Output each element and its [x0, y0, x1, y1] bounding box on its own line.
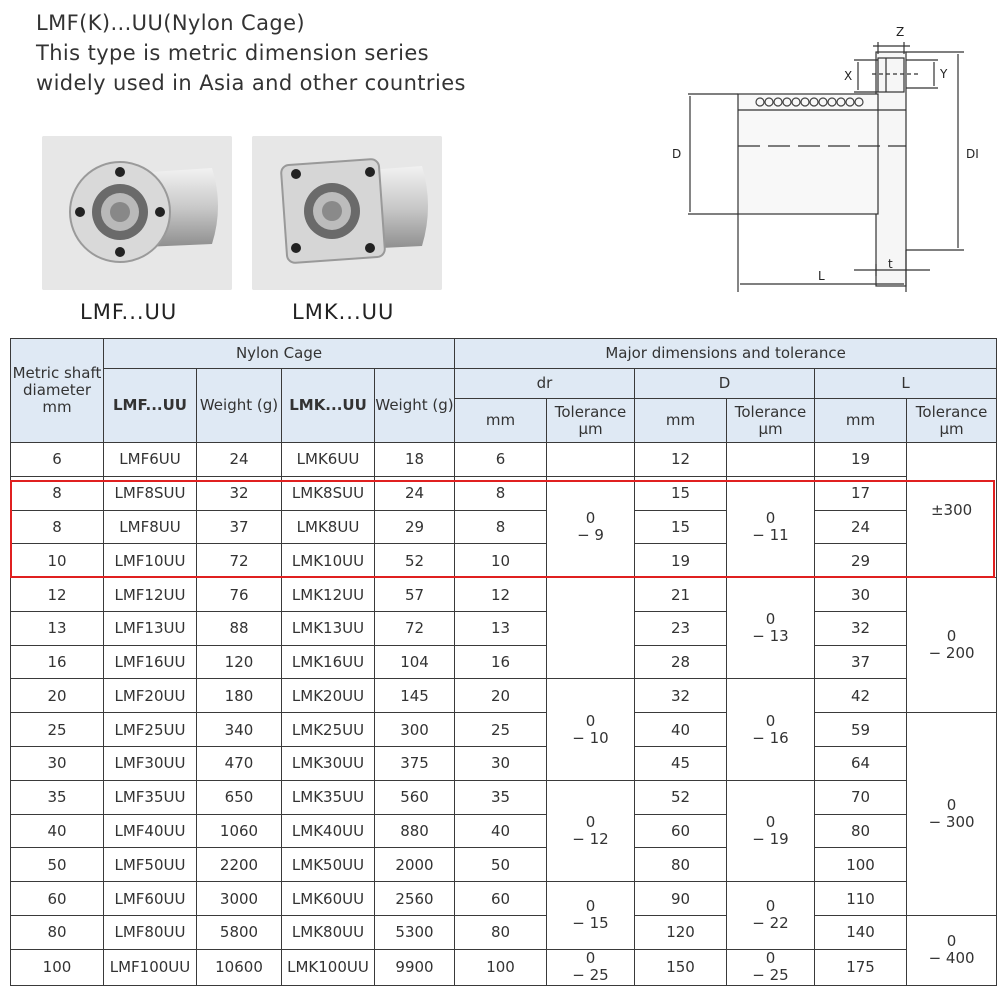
header-lmf: LMF...UU [104, 369, 197, 443]
l-mm-cell: 37 [815, 645, 907, 679]
header-d-mm: mm [635, 399, 727, 443]
l-mm-cell: 64 [815, 747, 907, 781]
lmk-model-cell: LMK60UU [282, 882, 375, 916]
lmk-model-cell: LMK16UU [282, 645, 375, 679]
shaft-diameter-cell: 100 [11, 949, 104, 985]
lmf-weight-cell: 32 [197, 476, 282, 510]
L-tolerance-upper: ±300 [930, 501, 973, 520]
d-mm-cell: 120 [635, 915, 727, 949]
header-lmk: LMK...UU [282, 369, 375, 443]
d-mm-cell: 23 [635, 611, 727, 645]
lmk-model-cell: LMK8SUU [282, 476, 375, 510]
intro-text [36, 8, 466, 98]
lmf-model-cell: LMF60UU [104, 882, 197, 916]
header-dr: dr [455, 369, 635, 399]
D-tolerance-cell [727, 679, 815, 780]
dr-mm-cell: 35 [455, 780, 547, 814]
d-mm-cell: 60 [635, 814, 727, 848]
dr-mm-cell: 25 [455, 713, 547, 747]
lmk-weight-cell: 9900 [375, 949, 455, 985]
D-tolerance-cell [727, 476, 815, 577]
shaft-diameter-cell: 20 [11, 679, 104, 713]
D-tolerance-cell [727, 780, 815, 881]
lmk-weight-cell: 2560 [375, 882, 455, 916]
l-mm-cell: 100 [815, 848, 907, 882]
l-mm-cell: 110 [815, 882, 907, 916]
l-mm-cell: 32 [815, 611, 907, 645]
lmf-model-cell: LMF16UU [104, 645, 197, 679]
D-tolerance-value [752, 950, 788, 984]
lmk-model-cell: LMK20UU [282, 679, 375, 713]
shaft-diameter-cell: 6 [11, 443, 104, 477]
shaft-diameter-cell: 10 [11, 544, 104, 578]
dr-mm-cell: 8 [455, 476, 547, 510]
d-mm-cell: 90 [635, 882, 727, 916]
lmk-weight-cell: 24 [375, 476, 455, 510]
dr-tolerance-value [572, 713, 608, 747]
shaft-diameter-cell: 80 [11, 915, 104, 949]
shaft-diameter-cell: 50 [11, 848, 104, 882]
lmk-model-cell: LMK10UU [282, 544, 375, 578]
intro-line-3: widely used in Asia and other countries [36, 71, 466, 95]
L-tolerance-lower: − 200 [928, 644, 975, 663]
D-tolerance-cell [727, 949, 815, 985]
dr-mm-cell: 30 [455, 747, 547, 781]
dr-tolerance-upper: 0 [585, 812, 596, 831]
lmf-weight-cell: 470 [197, 747, 282, 781]
D-tolerance-upper: 0 [765, 812, 776, 831]
lmk-model-cell: LMK80UU [282, 915, 375, 949]
dr-mm-cell: 10 [455, 544, 547, 578]
table-row [11, 814, 997, 848]
D-tolerance-lower: − 25 [752, 966, 789, 985]
d-mm-cell: 21 [635, 578, 727, 612]
lmf-bearing-image [42, 136, 232, 290]
table-row [11, 645, 997, 679]
dr-mm-cell: 6 [455, 443, 547, 477]
drawing-label-d: D [672, 147, 682, 161]
intro-line-2: This type is metric dimension series [36, 41, 429, 65]
lmf-weight-cell: 120 [197, 645, 282, 679]
dr-tolerance-value [572, 814, 608, 848]
lmf-weight-cell: 3000 [197, 882, 282, 916]
lmk-weight-cell: 57 [375, 578, 455, 612]
dr-mm-cell: 50 [455, 848, 547, 882]
l-mm-cell: 140 [815, 915, 907, 949]
D-tolerance-cell [727, 443, 815, 477]
lmf-model-cell: LMF8UU [104, 510, 197, 544]
D-tolerance-upper: 0 [765, 949, 776, 968]
l-mm-cell: 175 [815, 949, 907, 985]
lmf-product-photo [42, 136, 232, 290]
lmk-model-cell: LMK25UU [282, 713, 375, 747]
table-row [11, 443, 997, 477]
header-dr-tolerance: Tolerance μm [547, 399, 635, 443]
D-tolerance-cell [727, 578, 815, 679]
dr-mm-cell: 40 [455, 814, 547, 848]
shaft-diameter-cell: 30 [11, 747, 104, 781]
table-row [11, 476, 997, 510]
dr-mm-cell: 100 [455, 949, 547, 985]
dr-mm-cell: 20 [455, 679, 547, 713]
lmk-weight-cell: 52 [375, 544, 455, 578]
L-tolerance-value [929, 933, 975, 967]
dr-mm-cell: 60 [455, 882, 547, 916]
lmk-model-cell: LMK12UU [282, 578, 375, 612]
D-tolerance-cell [727, 882, 815, 950]
d-mm-cell: 45 [635, 747, 727, 781]
dr-tolerance-upper: 0 [585, 711, 596, 730]
header-l-tolerance: Tolerance μm [907, 399, 997, 443]
lmf-model-cell: LMF6UU [104, 443, 197, 477]
lmk-caption: LMK...UU [292, 300, 395, 324]
L-tolerance-upper: 0 [946, 796, 957, 815]
lmk-product-photo [252, 136, 442, 290]
L-tolerance-cell [907, 915, 997, 985]
lmk-weight-cell: 2000 [375, 848, 455, 882]
lmk-weight-cell: 18 [375, 443, 455, 477]
L-tolerance-upper: 0 [946, 932, 957, 951]
lmk-model-cell: LMK40UU [282, 814, 375, 848]
L-tolerance-lower: − 300 [928, 813, 975, 832]
dr-tolerance-cell [547, 949, 635, 985]
L-tolerance-value [929, 628, 975, 662]
header-l-mm: mm [815, 399, 907, 443]
d-mm-cell: 150 [635, 949, 727, 985]
shaft-diameter-cell: 8 [11, 510, 104, 544]
shaft-diameter-cell: 60 [11, 882, 104, 916]
dr-tolerance-lower: − 9 [577, 525, 604, 544]
L-tolerance-cell [907, 578, 997, 713]
D-tolerance-lower: − 19 [752, 829, 789, 848]
D-tolerance-value [752, 510, 788, 544]
lmf-weight-cell: 180 [197, 679, 282, 713]
lmf-model-cell: LMF80UU [104, 915, 197, 949]
d-mm-cell: 19 [635, 544, 727, 578]
lmf-weight-cell: 340 [197, 713, 282, 747]
lmf-model-cell: LMF35UU [104, 780, 197, 814]
header-weight-lmk: Weight (g) [375, 369, 455, 443]
header-metric-shaft: Metric shaft diameter mm [11, 339, 104, 443]
table-row [11, 915, 997, 949]
table-row [11, 713, 997, 747]
lmk-weight-cell: 560 [375, 780, 455, 814]
d-mm-cell: 40 [635, 713, 727, 747]
dr-tolerance-value [572, 898, 608, 932]
lmf-model-cell: LMF13UU [104, 611, 197, 645]
d-mm-cell: 80 [635, 848, 727, 882]
dr-tolerance-upper: 0 [585, 508, 596, 527]
dr-tolerance-lower: − 15 [572, 914, 609, 933]
D-tolerance-value [752, 611, 788, 645]
lmk-model-cell: LMK35UU [282, 780, 375, 814]
dr-tolerance-cell [547, 476, 635, 577]
lmf-model-cell: LMF10UU [104, 544, 197, 578]
lmf-weight-cell: 76 [197, 578, 282, 612]
L-tolerance-upper: 0 [946, 627, 957, 646]
table-row [11, 510, 997, 544]
dr-tolerance-cell [547, 780, 635, 881]
l-mm-cell: 30 [815, 578, 907, 612]
d-mm-cell: 15 [635, 476, 727, 510]
lmk-model-cell: LMK50UU [282, 848, 375, 882]
dr-tolerance-upper: 0 [585, 949, 596, 968]
lmk-model-cell: LMK8UU [282, 510, 375, 544]
header-d-tolerance: Tolerance μm [727, 399, 815, 443]
drawing-label-z: Z [896, 25, 905, 39]
dr-tolerance-cell [547, 443, 635, 477]
technical-drawing [668, 14, 988, 296]
lmk-weight-cell: 29 [375, 510, 455, 544]
lmk-model-cell: LMK6UU [282, 443, 375, 477]
spec-table [10, 338, 997, 986]
lmf-weight-cell: 1060 [197, 814, 282, 848]
dr-tolerance-value [572, 950, 608, 984]
header-weight-lmf: Weight (g) [197, 369, 282, 443]
lmf-model-cell: LMF8SUU [104, 476, 197, 510]
l-mm-cell: 80 [815, 814, 907, 848]
d-mm-cell: 32 [635, 679, 727, 713]
lmf-model-cell: LMF40UU [104, 814, 197, 848]
lmk-model-cell: LMK100UU [282, 949, 375, 985]
D-tolerance-lower: − 16 [752, 728, 789, 747]
d-mm-cell: 15 [635, 510, 727, 544]
D-tolerance-upper: 0 [765, 508, 776, 527]
lmk-weight-cell: 375 [375, 747, 455, 781]
D-tolerance-value [752, 898, 788, 932]
lmf-model-cell: LMF20UU [104, 679, 197, 713]
lmf-caption: LMF...UU [80, 300, 178, 324]
D-tolerance-lower: − 11 [752, 525, 789, 544]
dr-tolerance-value [577, 510, 604, 544]
lmk-model-cell: LMK13UU [282, 611, 375, 645]
lmf-model-cell: LMF100UU [104, 949, 197, 985]
header-dr-mm: mm [455, 399, 547, 443]
drawing-label-t: t [888, 257, 893, 271]
lmf-model-cell: LMF12UU [104, 578, 197, 612]
lmf-weight-cell: 2200 [197, 848, 282, 882]
lmk-weight-cell: 72 [375, 611, 455, 645]
lmk-weight-cell: 300 [375, 713, 455, 747]
table-row [11, 882, 997, 916]
L-tolerance-value [929, 797, 975, 831]
dr-tolerance-cell [547, 882, 635, 950]
lmf-model-cell: LMF25UU [104, 713, 197, 747]
lmf-model-cell: LMF30UU [104, 747, 197, 781]
L-tolerance-lower: − 400 [928, 949, 975, 968]
dr-tolerance-lower: − 12 [572, 829, 609, 848]
l-mm-cell: 24 [815, 510, 907, 544]
drawing-label-l: L [818, 269, 825, 283]
table-row [11, 544, 997, 578]
D-tolerance-upper: 0 [765, 610, 776, 629]
lmf-weight-cell: 24 [197, 443, 282, 477]
table-row [11, 949, 997, 985]
table-row [11, 780, 997, 814]
D-tolerance-upper: 0 [765, 711, 776, 730]
l-mm-cell: 42 [815, 679, 907, 713]
d-mm-cell: 52 [635, 780, 727, 814]
lmk-bearing-image [252, 136, 442, 290]
dr-tolerance-cell [547, 578, 635, 679]
lmk-weight-cell: 104 [375, 645, 455, 679]
dr-mm-cell: 12 [455, 578, 547, 612]
l-mm-cell: 70 [815, 780, 907, 814]
D-tolerance-value [752, 713, 788, 747]
shaft-diameter-cell: 40 [11, 814, 104, 848]
header-d: D [635, 369, 815, 399]
dr-tolerance-lower: − 10 [572, 728, 609, 747]
dr-mm-cell: 13 [455, 611, 547, 645]
l-mm-cell: 19 [815, 443, 907, 477]
intro-line-1: LMF(K)...UU(Nylon Cage) [36, 11, 305, 35]
d-mm-cell: 12 [635, 443, 727, 477]
dr-tolerance-upper: 0 [585, 897, 596, 916]
l-mm-cell: 17 [815, 476, 907, 510]
table-row [11, 848, 997, 882]
L-tolerance-cell [907, 443, 997, 578]
drawing-label-df: DI [966, 147, 979, 161]
dr-tolerance-cell [547, 679, 635, 780]
lmf-weight-cell: 88 [197, 611, 282, 645]
table-row [11, 611, 997, 645]
spec-table-body [11, 443, 997, 986]
L-tolerance-value [931, 502, 972, 519]
shaft-diameter-cell: 8 [11, 476, 104, 510]
D-tolerance-lower: − 22 [752, 914, 789, 933]
shaft-diameter-cell: 35 [11, 780, 104, 814]
D-tolerance-upper: 0 [765, 897, 776, 916]
lmf-model-cell: LMF50UU [104, 848, 197, 882]
lmk-weight-cell: 880 [375, 814, 455, 848]
drawing-label-x: X [844, 69, 853, 83]
lmf-weight-cell: 37 [197, 510, 282, 544]
d-mm-cell: 28 [635, 645, 727, 679]
l-mm-cell: 29 [815, 544, 907, 578]
table-row [11, 578, 997, 612]
header-l: L [815, 369, 997, 399]
lmk-weight-cell: 145 [375, 679, 455, 713]
dr-mm-cell: 80 [455, 915, 547, 949]
shaft-diameter-cell: 13 [11, 611, 104, 645]
lmk-weight-cell: 5300 [375, 915, 455, 949]
table-row [11, 679, 997, 713]
l-mm-cell: 59 [815, 713, 907, 747]
lmf-weight-cell: 10600 [197, 949, 282, 985]
dr-tolerance-lower: − 25 [572, 966, 609, 985]
table-row [11, 747, 997, 781]
L-tolerance-cell [907, 713, 997, 916]
header-major-dimensions: Major dimensions and tolerance [455, 339, 997, 369]
lmf-weight-cell: 650 [197, 780, 282, 814]
dr-mm-cell: 16 [455, 645, 547, 679]
D-tolerance-lower: − 13 [752, 627, 789, 646]
shaft-diameter-cell: 25 [11, 713, 104, 747]
dr-mm-cell: 8 [455, 510, 547, 544]
D-tolerance-value [752, 814, 788, 848]
lmk-model-cell: LMK30UU [282, 747, 375, 781]
drawing-label-y: Y [940, 67, 948, 81]
lmf-weight-cell: 5800 [197, 915, 282, 949]
lmf-weight-cell: 72 [197, 544, 282, 578]
shaft-diameter-cell: 12 [11, 578, 104, 612]
shaft-diameter-cell: 16 [11, 645, 104, 679]
header-nylon-cage: Nylon Cage [104, 339, 455, 369]
